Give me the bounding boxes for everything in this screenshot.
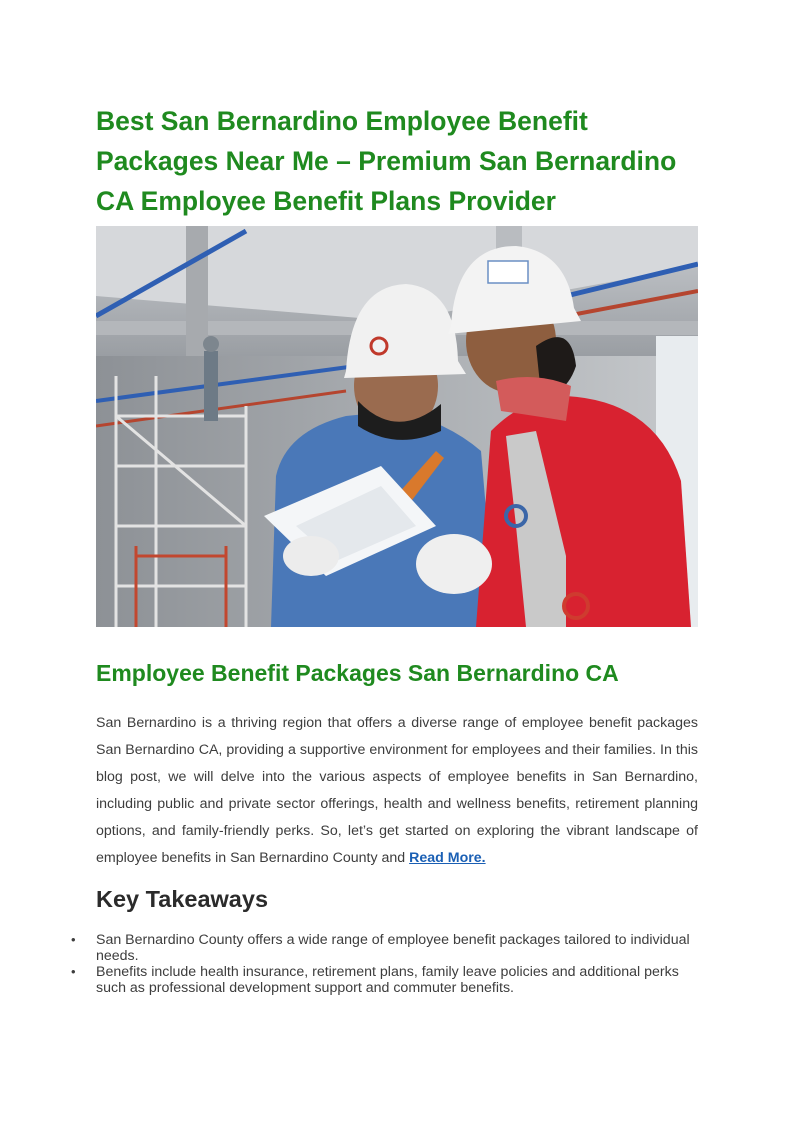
hero-image (96, 226, 698, 627)
takeaways-list (71, 932, 698, 996)
section-heading: Employee Benefit Packages San Bernardino CA (96, 660, 619, 686)
list-item-text: San Bernardino County offers a wide range of employee benefit packages tailored to individual needs. (96, 932, 690, 964)
bullet-icon: • (71, 964, 76, 979)
intro-text: San Bernardino is a thriving region that offers a diverse range of employee benefit packages San Bernardino CA, providing a supportive environment for employees and their families. In this blog post, we will delve into the various aspects of employee benefits in San Bernardino, including public and private sector offerings, health and wellness benefits, retirement planning options, and family-friendly perks. So, let’s get started on exploring the vibrant landscape of employee benefits in San Bernardino County and (96, 715, 698, 866)
read-more-link[interactable]: Read More. (409, 850, 486, 866)
bullet-icon: • (71, 932, 76, 947)
workers-photo (96, 226, 698, 627)
list-item (71, 932, 698, 964)
intro-paragraph (96, 710, 698, 872)
key-takeaways-heading: Key Takeaways (96, 886, 269, 912)
list-item (71, 964, 698, 996)
list-item-text: Benefits include health insurance, retirement plans, family leave policies and additional perks such as professional development support and commuter benefits. (96, 964, 679, 996)
page-title: Best San Bernardino Employee Benefit Packages Near Me – Premium San Bernardino CA Employee Benefit Plans Provider (96, 106, 677, 216)
